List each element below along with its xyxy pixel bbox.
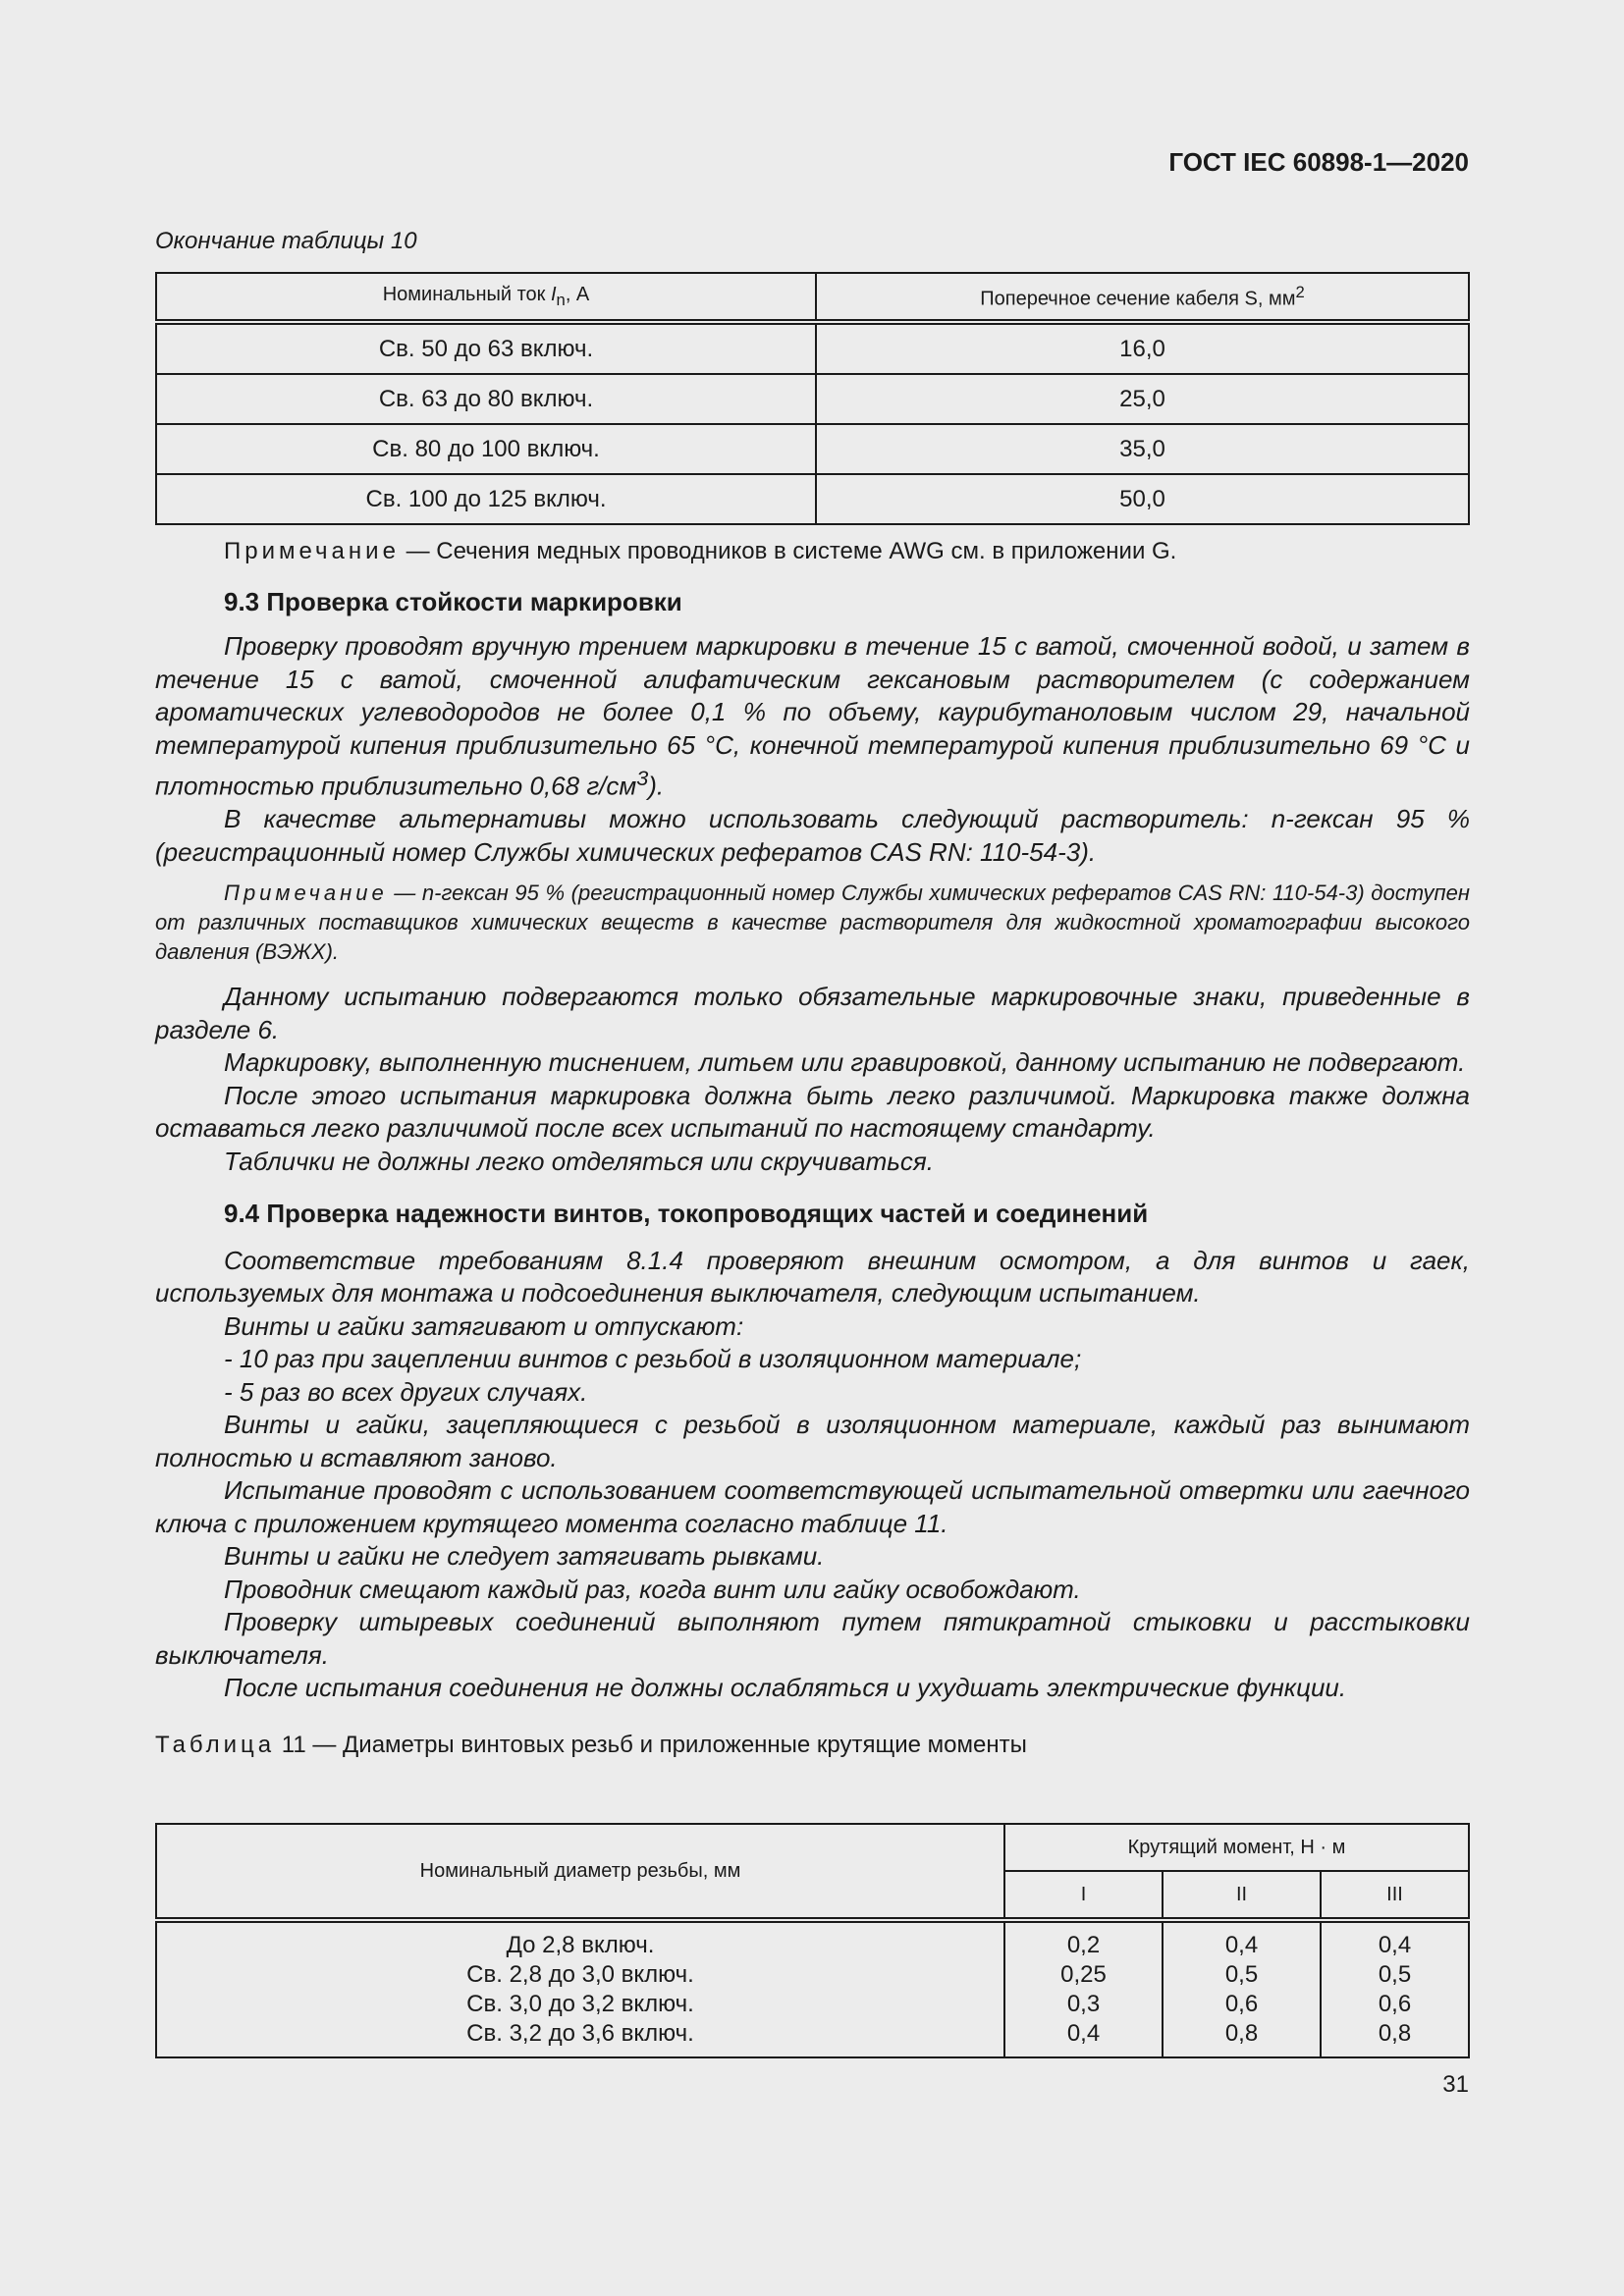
torque-value: 0,4 xyxy=(1378,1932,1412,1958)
torque-value: 0,8 xyxy=(1224,2020,1259,2047)
paragraph: После испытания соединения не должны ослабляться и ухудшать электрические функции. xyxy=(224,1673,1347,1703)
note-hexane: Примечание — n-гексан 95 % (регистрационный номер Службы химических рефератов CAS RN: 110-54-3) доступен от различных поставщиков химических веществ в качестве растворителя для жидкостной хроматографии высокого давления (ВЭЖХ). xyxy=(155,881,1470,965)
torque-value: 0,25 xyxy=(1060,1961,1107,1988)
diameter-value: До 2,8 включ. xyxy=(506,1932,655,1958)
table-row xyxy=(156,474,1469,524)
diameter-value: Св. 2,8 до 3,0 включ. xyxy=(466,1961,694,1988)
list-item: - 5 раз во всех других случаях. xyxy=(224,1376,588,1407)
diameter-value: Св. 3,2 до 3,6 включ. xyxy=(466,2020,694,2047)
current-cell: Св. 100 до 125 включ. xyxy=(156,474,816,524)
paragraph: Проверку проводят вручную трением маркировки в течение 15 с ватой, смоченной водой, и затем в течение 15 с ватой, смоченной алифатическим гексановым растворителем (с содержанием ароматических углеводородов не более 0,1 % по объему, каурибутаноловым числом 29, начальной температурой кипения приблизительно 65 °С, конечной температурой кипения приблизительно 69 °С и плотностью приблизительно 0,68 $г/см^3$). xyxy=(155,631,1470,801)
torque-I-cell xyxy=(1004,1920,1163,2057)
torque-III-cell xyxy=(1321,1920,1469,2057)
table10-col-current: Номинальный ток $I_n$, А xyxy=(156,273,816,322)
current-cell: Св. 50 до 63 включ. xyxy=(156,322,816,374)
paragraph: Данному испытанию подвергаются только обязательные маркировочные знаки, приведенные в разделе 6. xyxy=(155,982,1470,1044)
section-9-4-title: 9.4 Проверка надежности винтов, токопроводящих частей и соединений xyxy=(224,1199,1149,1229)
section-9-3-title: 9.3 Проверка стойкости маркировки xyxy=(224,586,682,616)
standard-code: ГОСТ IEC 60898-1—2020 xyxy=(1168,147,1469,177)
paragraph: Таблички не должны легко отделяться или скручиваться. xyxy=(224,1146,935,1176)
diameter-value: Св. 3,0 до 3,2 включ. xyxy=(466,1991,694,2017)
table11-col-diameter: Номинальный диаметр резьбы, мм xyxy=(156,1824,1004,1920)
table11-col-torque: Крутящий момент, Н · м xyxy=(1004,1824,1469,1871)
table10-col-section: Поперечное сечение кабеля S, $мм^2$ xyxy=(816,273,1469,322)
page-number: 31 xyxy=(1442,2071,1469,2098)
table11-col-II: II xyxy=(1163,1871,1321,1920)
table11-col-III: III xyxy=(1321,1871,1469,1920)
table-row xyxy=(156,1920,1469,2057)
paragraph: Винты и гайки, зацепляющиеся с резьбой в изоляционном материале, каждый раз вынимают полностью и вставляют заново. xyxy=(155,1410,1470,1472)
section-cell: 50,0 xyxy=(816,474,1469,524)
torque-value: 0,4 xyxy=(1066,2020,1101,2047)
table10-caption: Окончание таблицы 10 xyxy=(155,228,417,254)
paragraph: Проверку штыревых соединений выполняют путем пятикратной стыковки и расстыковки выключателя. xyxy=(155,1607,1470,1670)
table-10 xyxy=(155,272,1470,525)
torque-value: 0,4 xyxy=(1224,1932,1259,1958)
section-cell: 25,0 xyxy=(816,374,1469,424)
current-cell: Св. 80 до 100 включ. xyxy=(156,424,816,474)
paragraph: В качестве альтернативы можно использовать следующий растворитель: n-гексан 95 % (регистрационный номер Службы химических рефератов CAS RN: 110-54-3). xyxy=(155,804,1470,867)
torque-value: 0,5 xyxy=(1378,1961,1412,1988)
section-cell: 35,0 xyxy=(816,424,1469,474)
torque-value: 0,3 xyxy=(1066,1991,1101,2017)
table-11 xyxy=(155,1823,1470,2058)
paragraph: После этого испытания маркировка должна быть легко различимой. Маркировка также должна оставаться легко различимой после всех испытаний по настоящему стандарту. xyxy=(155,1080,1470,1144)
torque-value: 0,8 xyxy=(1378,2020,1412,2047)
paragraph: Винты и гайки не следует затягивать рывками. xyxy=(224,1541,825,1572)
torque-value: 0,2 xyxy=(1066,1932,1101,1958)
note-awg: Примечание — Сечения медных проводников в системе AWG см. в приложении G. xyxy=(224,538,1177,564)
paragraph: Винты и гайки затягивают и отпускают: xyxy=(224,1310,744,1341)
torque-value: 0,5 xyxy=(1224,1961,1259,1988)
diameter-cell xyxy=(156,1920,1004,2057)
table10-header-row xyxy=(156,273,1469,322)
torque-value: 0,6 xyxy=(1224,1991,1259,2017)
list-item: - 10 раз при зацеплении винтов с резьбой в изоляционном материале; xyxy=(224,1344,1082,1374)
body-text xyxy=(155,535,1470,1761)
table11-col-I: I xyxy=(1004,1871,1163,1920)
paragraph: Проводник смещают каждый раз, когда винт или гайку освобождают. xyxy=(224,1574,1081,1604)
table11-caption: Таблица 11 — Диаметры винтовых резьб и приложенные крутящие моменты xyxy=(155,1731,1027,1758)
table-row xyxy=(156,374,1469,424)
paragraph: Маркировку, выполненную тиснением, литьем или гравировкой, данному испытанию не подвергают. xyxy=(224,1047,1466,1078)
torque-value: 0,6 xyxy=(1378,1991,1412,2017)
paragraph: Соответствие требованиям 8.1.4 проверяют внешним осмотром, а для винтов и гаек, используемых для монтажа и подсоединения выключателя, следующим испытанием. xyxy=(155,1245,1470,1308)
table11-header-row xyxy=(156,1824,1469,1871)
current-cell: Св. 63 до 80 включ. xyxy=(156,374,816,424)
section-cell: 16,0 xyxy=(816,322,1469,374)
table-row xyxy=(156,424,1469,474)
paragraph: Испытание проводят с использованием соответствующей испытательной отвертки или гаечного ключа с приложением крутящего момента согласно таблице 11. xyxy=(155,1475,1470,1538)
torque-II-cell xyxy=(1163,1920,1321,2057)
table-row xyxy=(156,322,1469,374)
